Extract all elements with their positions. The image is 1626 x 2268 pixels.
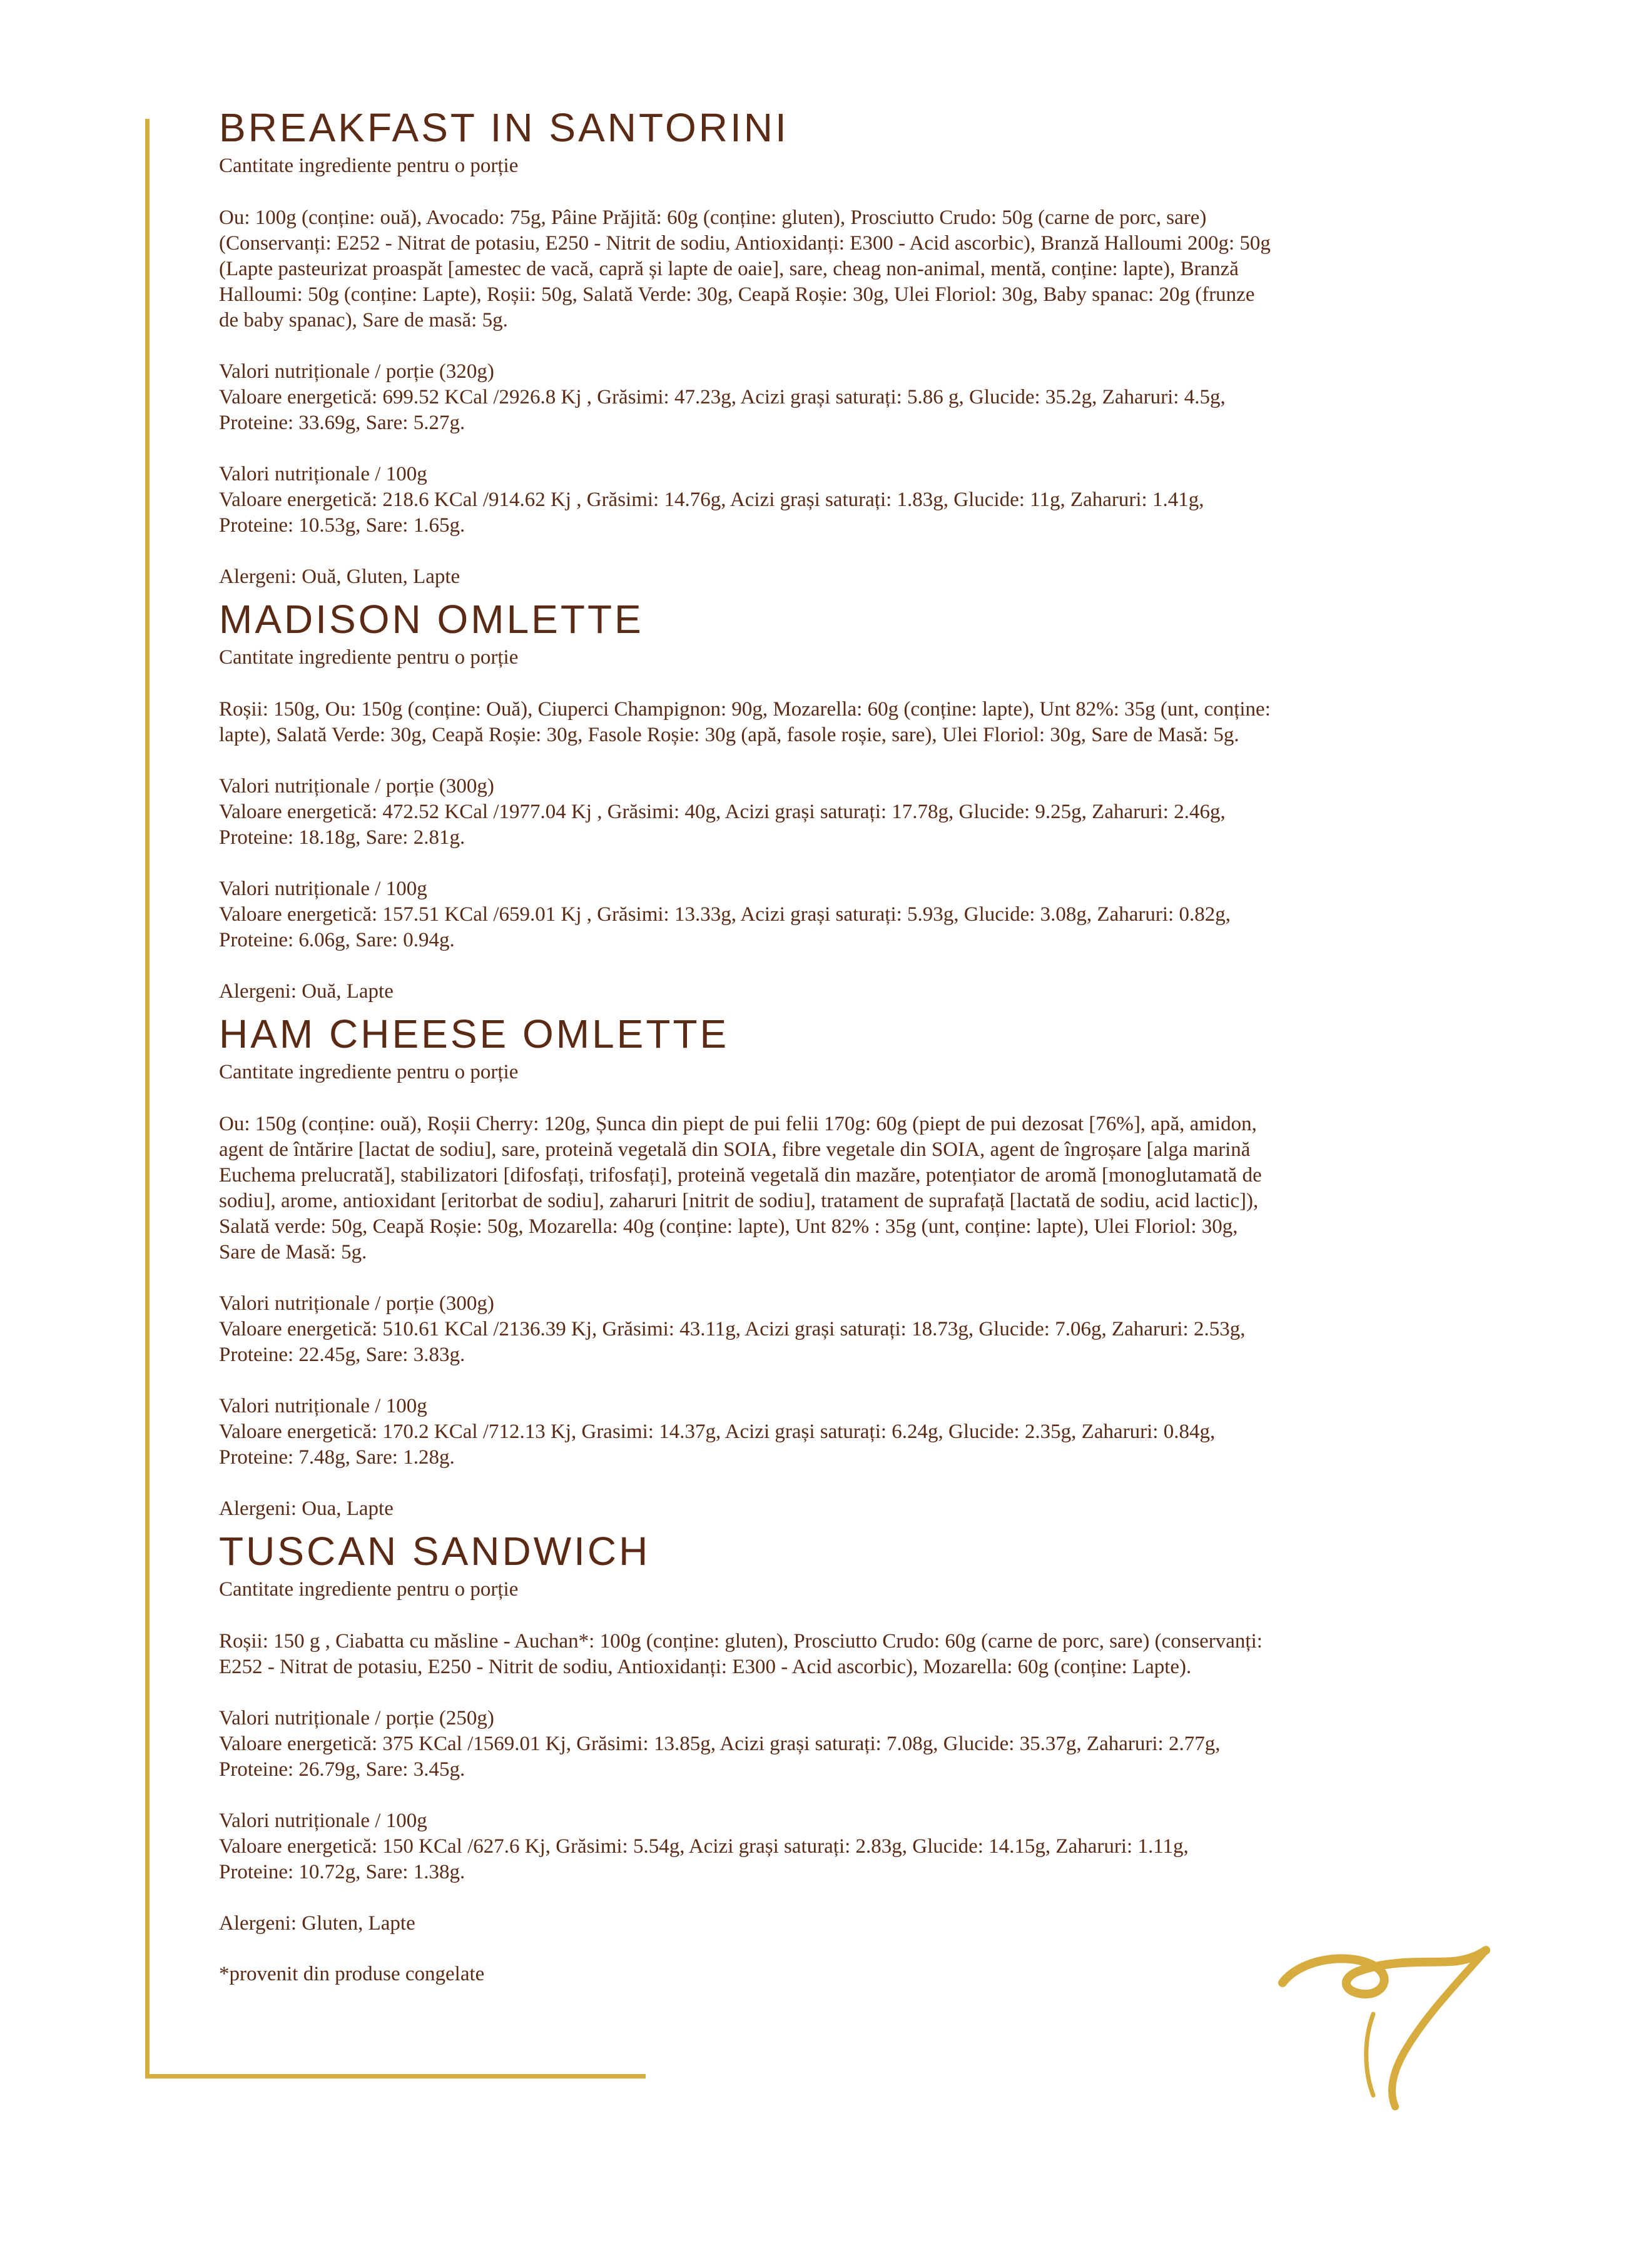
dish-title: TUSCAN SANDWICH	[219, 1529, 651, 1574]
nutrition-line: Valoare energetică: 157.51 KCal /659.01 Kj , Grăsimi: 13.33g, Acizi grași saturați: 5.93g, Glucide: 3.08g, Zaharuri: 0.82g,	[219, 903, 1231, 926]
nutrition-heading: Valori nutriționale / porție (250g)	[219, 1707, 494, 1729]
ingredients-line: Roșii: 150g, Ou: 150g (conține: Ouă), Ciuperci Champignon: 90g, Mozarella: 60g (conține: lapte), Unt 82%: 35g (unt, conține:	[219, 698, 1271, 721]
menu-content	[219, 103, 1489, 1987]
dish-madison-omlette	[219, 595, 1489, 1005]
ingredients-list	[219, 1629, 1489, 1680]
dish-ham-cheese-omlette	[219, 1010, 1489, 1522]
allergens: Alergeni: Gluten, Lapte	[219, 1912, 415, 1935]
dish-subtitle: Cantitate ingrediente pentru o porție	[219, 646, 519, 669]
page-frame-vertical-rule	[145, 119, 150, 2078]
nutrition-per-portion	[219, 1291, 1489, 1368]
ingredients-line: (Lapte pasteurizat proaspăt [amestec de vacă, capră și lapte de oaie], sare, cheag non-animal, mentă, conține: lapte), Branză	[219, 258, 1239, 280]
nutrition-line: Valoare energetică: 218.6 KCal /914.62 Kj , Grăsimi: 14.76g, Acizi grași saturați: 1.83g, Glucide: 11g, Zaharuri: 1.41g,	[219, 489, 1204, 511]
ingredients-line: Ou: 100g (conține: ouă), Avocado: 75g, Pâine Prăjită: 60g (conține: gluten), Prosciutto Crudo: 50g (carne de porc, sare)	[219, 206, 1207, 229]
nutrition-line: Proteine: 10.72g, Sare: 1.38g.	[219, 1861, 465, 1883]
nutrition-line: Proteine: 7.48g, Sare: 1.28g.	[219, 1446, 455, 1469]
nutrition-line: Proteine: 10.53g, Sare: 1.65g.	[219, 514, 465, 537]
nutrition-heading: Valori nutriționale / porție (320g)	[219, 360, 494, 383]
nutrition-heading: Valori nutriționale / porție (300g)	[219, 775, 494, 797]
dish-breakfast-in-santorini	[219, 103, 1489, 590]
ingredients-line: Salată verde: 50g, Ceapă Roșie: 50g, Mozarella: 40g (conține: lapte), Unt 82% : 35g (unt, conține: lapte), Ulei Floriol: 30g,	[219, 1215, 1238, 1238]
nutrition-heading: Valori nutriționale / 100g	[219, 878, 427, 900]
nutrition-line: Valoare energetică: 150 KCal /627.6 Kj, Grăsimi: 5.54g, Acizi grași saturați: 2.83g, Glucide: 14.15g, Zaharuri: 1.11g,	[219, 1835, 1189, 1858]
ingredients-line: agent de întărire [lactat de sodiu], sare, proteină vegetală din SOIA, fibre vegetale din SOIA, agent de îngroșare [alga marină	[219, 1138, 1251, 1161]
ingredients-line: Roșii: 150 g , Ciabatta cu măsline - Auchan*: 100g (conține: gluten), Prosciutto Crudo: 60g (carne de porc, sare) (conservanți:	[219, 1630, 1263, 1653]
gold-script-monogram-icon	[1270, 1945, 1508, 2114]
nutrition-heading: Valori nutriționale / 100g	[219, 1810, 427, 1832]
page-frame-horizontal-rule	[145, 2074, 646, 2078]
nutrition-line: Valoare energetică: 510.61 KCal /2136.39 Kj, Grăsimi: 43.11g, Acizi grași saturați: 18.73g, Glucide: 7.06g, Zaharuri: 2.53g,	[219, 1318, 1246, 1340]
ingredients-list	[219, 1111, 1489, 1265]
nutrition-line: Valoare energetică: 699.52 KCal /2926.8 Kj , Grăsimi: 47.23g, Acizi grași saturați: 5.86 g, Glucide: 35.2g, Zaharuri: 4.5g,	[219, 386, 1226, 408]
nutrition-heading: Valori nutriționale / 100g	[219, 463, 427, 485]
ingredients-line: Sare de Masă: 5g.	[219, 1241, 367, 1263]
dish-title: MADISON OMLETTE	[219, 597, 644, 642]
dish-title: HAM CHEESE OMLETTE	[219, 1011, 729, 1056]
nutrition-line: Valoare energetică: 375 KCal /1569.01 Kj, Grăsimi: 13.85g, Acizi grași saturați: 7.08g, Glucide: 35.37g, Zaharuri: 2.77g,	[219, 1733, 1221, 1755]
ingredients-line: sodiu], arome, antioxidant [eritorbat de sodiu], zaharuri [nitrit de sodiu], tratament de suprafață [lactată de sodiu, acid lactic]),	[219, 1190, 1259, 1212]
nutrition-per-100g	[219, 876, 1489, 953]
ingredients-list	[219, 205, 1489, 333]
allergens: Alergeni: Oua, Lapte	[219, 1497, 394, 1520]
nutrition-per-portion	[219, 774, 1489, 851]
dish-subtitle: Cantitate ingrediente pentru o porție	[219, 1061, 519, 1083]
nutrition-line: Valoare energetică: 472.52 KCal /1977.04 Kj , Grăsimi: 40g, Acizi grași saturați: 17.78g, Glucide: 9.25g, Zaharuri: 2.46g,	[219, 801, 1226, 823]
nutrition-line: Proteine: 18.18g, Sare: 2.81g.	[219, 826, 465, 849]
dish-subtitle: Cantitate ingrediente pentru o porție	[219, 154, 519, 177]
ingredients-line: E252 - Nitrat de potasiu, E250 - Nitrit de sodiu, Antioxidanți: E300 - Acid ascorbic), Mozarella: 60g (conține: Lapte).	[219, 1656, 1192, 1678]
dish-subtitle: Cantitate ingrediente pentru o porție	[219, 1578, 519, 1601]
ingredients-line: Halloumi: 50g (conține: Lapte), Roșii: 50g, Salată Verde: 30g, Ceapă Roșie: 30g, Ulei Floriol: 30g, Baby spanac: 20g (frunze	[219, 283, 1255, 306]
nutrition-line: Valoare energetică: 170.2 KCal /712.13 Kj, Grasimi: 14.37g, Acizi grași saturați: 6.24g, Glucide: 2.35g, Zaharuri: 0.84g,	[219, 1420, 1216, 1443]
nutrition-per-100g	[219, 1394, 1489, 1471]
nutrition-per-portion	[219, 1706, 1489, 1783]
dish-title: BREAKFAST IN SANTORINI	[219, 105, 789, 150]
nutrition-line: Proteine: 33.69g, Sare: 5.27g.	[219, 412, 465, 434]
ingredients-line: (Conservanți: E252 - Nitrat de potasiu, E250 - Nitrit de sodiu, Antioxidanți: E300 - Acid ascorbic), Branză Halloumi 200g: 50g	[219, 232, 1271, 255]
nutrition-per-portion	[219, 359, 1489, 436]
ingredients-list	[219, 697, 1489, 748]
ingredients-line: lapte), Salată Verde: 30g, Ceapă Roșie: 30g, Fasole Roșie: 30g (apă, fasole roșie, sare), Ulei Floriol: 30g, Sare de Masă: 5g.	[219, 724, 1239, 746]
allergens: Alergeni: Ouă, Gluten, Lapte	[219, 565, 460, 588]
nutrition-line: Proteine: 22.45g, Sare: 3.83g.	[219, 1344, 465, 1366]
nutrition-per-100g	[219, 1808, 1489, 1885]
ingredients-line: Euchema prelucrată], stabilizatori [difosfați, trifosfați], proteină vegetală din mazăre, potențiator de aromă [monoglutamată de	[219, 1164, 1262, 1187]
dish-tuscan-sandwich	[219, 1527, 1489, 1936]
ingredients-line: de baby spanac), Sare de masă: 5g.	[219, 309, 508, 332]
footnote: *provenit din produse congelate	[219, 1963, 485, 1985]
nutrition-per-100g	[219, 462, 1489, 539]
allergens: Alergeni: Ouă, Lapte	[219, 980, 394, 1003]
nutrition-heading: Valori nutriționale / 100g	[219, 1395, 427, 1417]
nutrition-heading: Valori nutriționale / porție (300g)	[219, 1292, 494, 1315]
ingredients-line: Ou: 150g (conține: ouă), Roșii Cherry: 120g, Șunca din piept de pui felii 170g: 60g (piept de pui dezosat [76%], apă, amidon,	[219, 1113, 1257, 1135]
nutrition-line: Proteine: 26.79g, Sare: 3.45g.	[219, 1758, 465, 1781]
nutrition-line: Proteine: 6.06g, Sare: 0.94g.	[219, 929, 455, 951]
